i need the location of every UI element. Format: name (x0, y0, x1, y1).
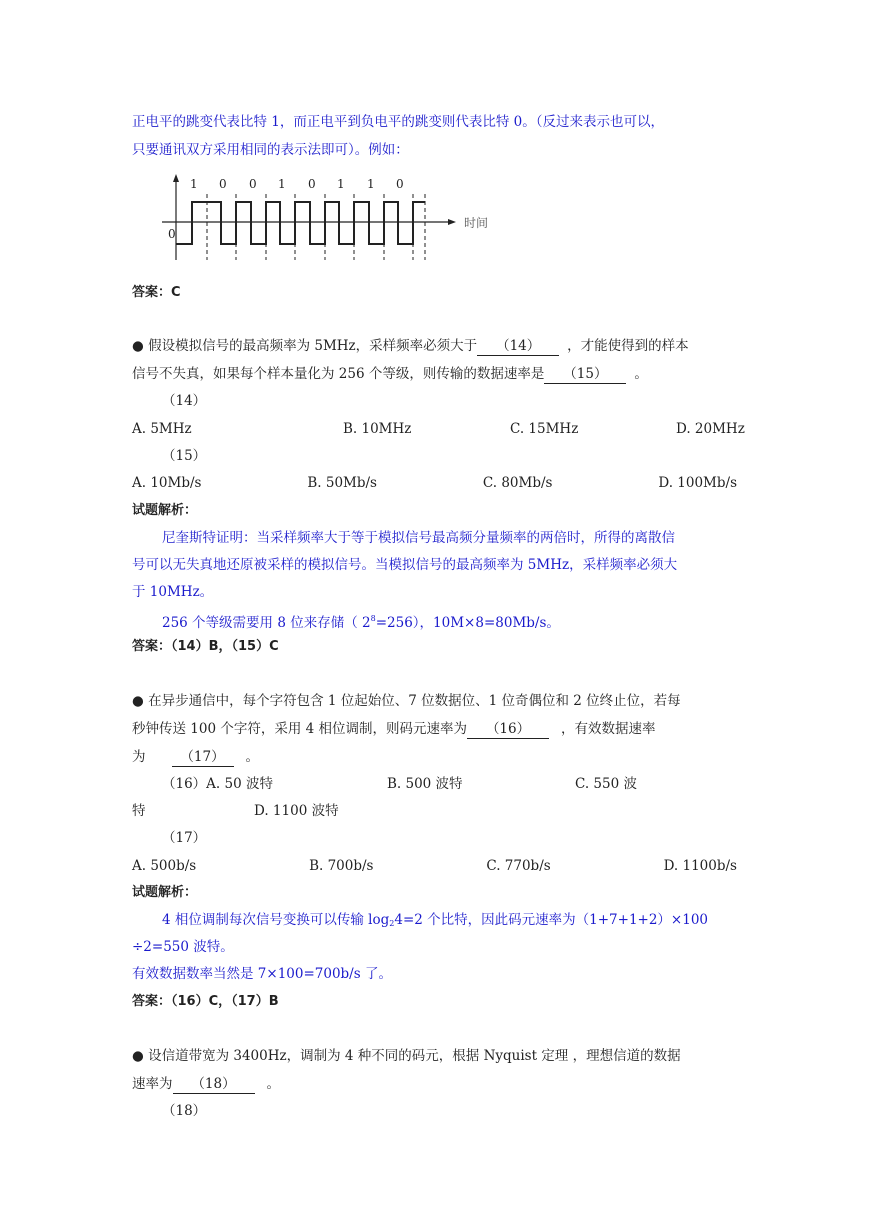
blank-17: （17） (172, 748, 234, 767)
bit-label: 1 (190, 177, 198, 191)
analysis-text: 256 个等级需要用 8 位来存储（ 2 (162, 615, 371, 631)
analysis-line: 尼奎斯特证明：当采样频率大于等于模拟信号最高频分量频率的两倍时，所得的离散信 (162, 530, 675, 546)
bit-label: 0 (249, 177, 257, 191)
option-16-b: B. 500 波特 (387, 776, 463, 792)
bit-label: 1 (367, 177, 375, 191)
blank-15: （15） (544, 365, 626, 384)
bit-label: 0 (396, 177, 404, 191)
q14-line-2 (132, 364, 648, 384)
blank-18: （18） (173, 1075, 255, 1094)
option-14-b: B. 10MHz (343, 421, 412, 437)
q14-text-end: ，才能使得到的样本 (567, 338, 689, 354)
q16-text: 秒钟传送 100 个字符，采用 4 相位调制，则码元速率为 (132, 721, 468, 737)
q18-text: 速率为 (132, 1076, 173, 1092)
option-16-c-cont: 特 (132, 803, 146, 819)
option-15-d: D. 100Mb/s (658, 475, 737, 491)
q16-line-1: ● 在异步通信中，每个字符包含 1 位起始位、7 位数据位、1 位奇偶位和 2 位终止位，若每 (132, 693, 681, 709)
q14-line-1 (132, 336, 689, 356)
option-14-d: D. 20MHz (676, 421, 745, 437)
option-14-c: C. 15MHz (510, 421, 579, 437)
bit-label: 0 (308, 177, 316, 191)
answer-c: 答案：C (132, 285, 181, 300)
option-17-d: D. 1100b/s (663, 858, 737, 874)
option-15-b: B. 50Mb/s (307, 475, 377, 491)
label-17: （17） (162, 830, 207, 846)
q17-text-end: 。 (245, 749, 259, 765)
analysis-text: 4 相位调制每次信号变换可以传输 log (162, 912, 390, 928)
label-18: （18） (162, 1103, 207, 1119)
q16-line-2 (132, 719, 656, 739)
option-15-c: C. 80Mb/s (482, 475, 553, 491)
q15-text-end: 。 (634, 366, 648, 382)
analysis-text: 4=2 个比特，因此码元速率为（1+7+1+2）×100 (394, 912, 709, 928)
option-16-c: C. 550 波 (575, 776, 637, 792)
q17-text: 为 (132, 749, 146, 765)
time-axis-label: 时间 (464, 216, 489, 230)
answer-14-15: 答案：（14）B，（15）C (132, 639, 279, 654)
analysis-line (162, 609, 560, 633)
label-15: （15） (162, 448, 207, 464)
analysis-text: =256），10M×8=80Mb/s。 (375, 615, 560, 631)
q18-text-end: 。 (266, 1076, 280, 1092)
log-base: 2 (389, 919, 395, 928)
option-14-a: A. 5MHz (132, 421, 192, 437)
options-15-row (132, 473, 737, 493)
options-17-row (132, 856, 737, 876)
option-17-c: C. 770b/s (486, 858, 551, 874)
analysis-title: 试题解析： (132, 885, 198, 900)
option-17-b: B. 700b/s (309, 858, 374, 874)
option-15-a: A. 10Mb/s (132, 475, 202, 491)
q16-line-3 (132, 747, 259, 767)
bit-label: 1 (337, 177, 345, 191)
analysis-line: 有效数据数率当然是 7×100=700b/s 了。 (132, 966, 392, 982)
intro-line-1: 正电平的跳变代表比特 1，而正电平到负电平的跳变则代表比特 0。（反过来表示也可以， (132, 114, 665, 130)
manchester-waveform-figure (160, 172, 500, 264)
answer-16-17: 答案：（16）C，（17）B (132, 994, 279, 1009)
q18-line-1: ● 设信道带宽为 3400Hz，调制为 4 种不同的码元，根据 Nyquist 定理 ，理想信道的数据 (132, 1048, 681, 1064)
bit-label: 1 (278, 177, 286, 191)
blank-14: （14） (477, 337, 559, 356)
q15-text: 信号不失真，如果每个样本量化为 256 个等级，则传输的数据速率是 (132, 366, 545, 382)
q14-text: ● 假设模拟信号的最高频率为 5MHz，采样频率必须大于 (132, 338, 478, 354)
bit-label: 0 (219, 177, 227, 191)
option-16-a: （16）A. 50 波特 (162, 776, 273, 792)
analysis-line: 号可以无失真地还原被采样的模拟信号。当模拟信号的最高频率为 5MHz，采样频率必须大 (132, 557, 678, 573)
exponent: 8 (370, 614, 376, 623)
option-17-a: A. 500b/s (132, 858, 197, 874)
analysis-line (162, 910, 708, 934)
analysis-line: 于 10MHz。 (132, 584, 214, 600)
q18-line-2 (132, 1074, 280, 1094)
label-14: （14） (162, 393, 207, 409)
zero-label: 0 (168, 227, 176, 241)
option-16-d: D. 1100 波特 (254, 803, 339, 819)
analysis-title: 试题解析： (132, 503, 198, 518)
analysis-line: ÷2=550 波特。 (132, 939, 234, 955)
intro-line-2: 只要通讯双方采用相同的表示法即可）。例如： (132, 142, 409, 158)
q16-text-end: ，有效数据速率 (561, 721, 656, 737)
blank-16: （16） (467, 720, 549, 739)
